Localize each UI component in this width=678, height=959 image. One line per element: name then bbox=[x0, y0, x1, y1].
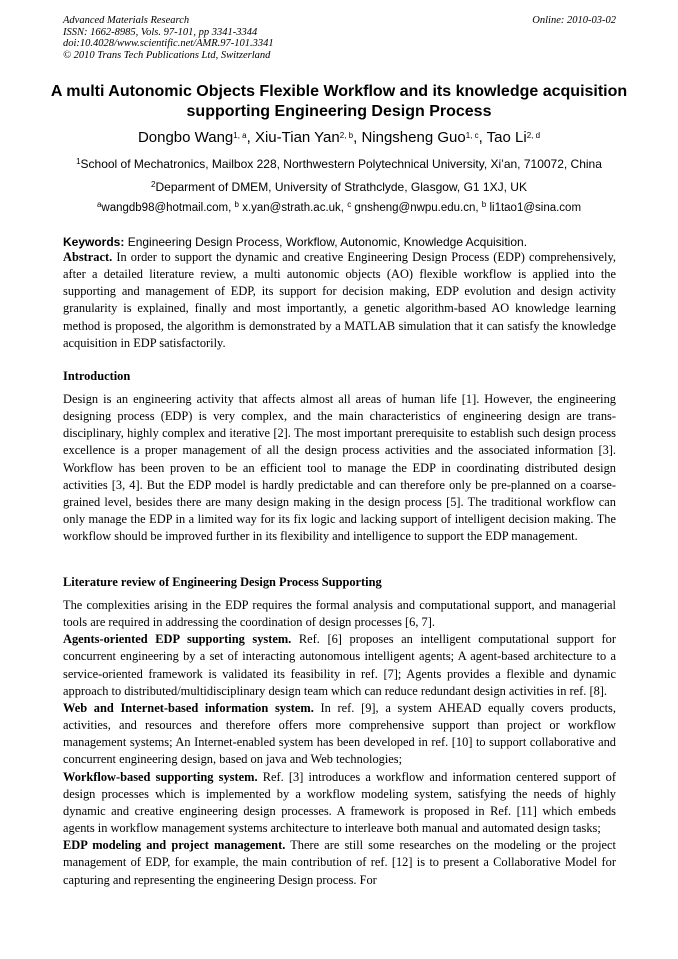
abstract-label: Abstract. bbox=[63, 250, 113, 264]
section-literature-review bbox=[63, 597, 616, 889]
paragraph: Design is an engineering activity that affects almost all areas of human life [1]. However, the engineering designing process (EDP) is very complex, and the main characteristics of engineering design are trans-disciplinary, highly complex and iterative [2]. The most important prerequisite to establish such design process excellence is a proper management of all the design process activities and the associated information [3]. Workflow has been proven to be an efficient tool to manage the EDP in coordinating distributed design activities [3, 4]. But the EDP model is hardly predictable and can therefore only be pre-planned on a coarse-grained level, besides there are many design making in the design process [5]. The traditional workflow can only manage the EDP in a limited way for its fix logic and lacking support of intelligent decision making. The workflow should be improved further in its flexibility and intelligence to support the EDP management. bbox=[63, 392, 616, 544]
paragraph: Agents-oriented EDP supporting system. Ref. [6] proposes an intelligent computational support for concurrent engineering by a set of interacting autonomous intelligent agents; A agent-based architecture to a service-oriented framework is validated its feasibility in ref. [7]; Agents provides a flexible and dynamic approach to distributed/multidisciplinary design team which can reduce redundant design activities in ref. [8]. bbox=[63, 632, 616, 698]
section-heading-introduction: Introduction bbox=[63, 369, 131, 383]
author: Xiu-Tian Yan$^{2, b}$, bbox=[254, 129, 362, 146]
journal-header bbox=[63, 15, 616, 61]
journal-doi: doi:10.4028/www.scientific.net/AMR.97-101.3341 bbox=[63, 38, 274, 50]
section-heading-literature-review: Literature review of Engineering Design Process Supporting bbox=[63, 575, 382, 589]
author-emails bbox=[40, 200, 638, 216]
author: Tao Li$^{2, d}$ bbox=[486, 129, 541, 146]
author: Dongbo Wang$^{1, a}$, bbox=[137, 129, 255, 146]
paper-title: A multi Autonomic Objects Flexible Workflow and its knowledge acquisition supporting Engineering Design Process bbox=[50, 83, 628, 120]
journal-issn: ISSN: 1662-8985, Vols. 97-101, pp 3341-3344 bbox=[63, 26, 258, 38]
section-introduction bbox=[63, 391, 616, 545]
keywords-label: Keywords: bbox=[63, 235, 125, 249]
paragraph: The complexities arising in the EDP requires the formal analysis and computational support, and managerial tools are required in addressing the coordination of design processes [6, 7]. bbox=[63, 598, 616, 630]
affiliation-2: $^2$Deparment of DMEM, University of Strathclyde, Glasgow, G1 1XJ, UK bbox=[151, 180, 527, 194]
paragraph: Web and Internet-based information system. In ref. [9], a system AHEAD equally covers products, activities, and resources and therefore offers more comprehensive support than project or workflow management systems; An Internet-enabled system has been developed in ref. [10] to support collaborative and concurrent engineering design, based on java and Web technologies; bbox=[63, 700, 616, 767]
paragraph: EDP modeling and project management. There are still some researches on the modeling or the project management of EDP, for example, the main contribution of ref. [12] is to present a Collaborative Model for capturing and representing the engineering Design process. For bbox=[63, 838, 616, 887]
abstract bbox=[63, 249, 616, 352]
email: $^c$ gnsheng@nwpu.edu.cn, bbox=[347, 200, 482, 214]
author: Ningsheng Guo$^{1, c}$, bbox=[361, 129, 487, 146]
abstract-text: In order to support the dynamic and creative Engineering Design Process (EDP) comprehensively, after a detailed literature review, a multi autonomic objects (AO) flexible workflow is applied into the supporting and management of EDP, its support for decision making, EDP evolution and design activity granularity is explained, finally and most importantly, a genetic algorithm-based AO knowledge learning method is proposed, the algorithm is demonstrated by a MATLAB simulation that it can satisfy the knowledge acquisition in EDP satisfactorily. bbox=[63, 250, 616, 350]
email: $^a$wangdb98@hotmail.com, bbox=[96, 200, 235, 214]
affiliation-1: $^1$School of Mechatronics, Mailbox 228, Northwestern Polytechnical University, Xi’an, 710072, China bbox=[76, 157, 602, 171]
email: $^b$ x.yan@strath.ac.uk, bbox=[234, 200, 348, 214]
journal-name: Advanced Materials Research bbox=[63, 15, 190, 26]
online-date: Online: 2010-03-02 bbox=[532, 15, 616, 26]
keywords-text: Engineering Design Process, Workflow, Autonomic, Knowledge Acquisition. bbox=[124, 235, 528, 249]
paragraph: Workflow-based supporting system. Ref. [3] introduces a workflow and information centered support of design processes which is implemented by a workflow modeling system, satisfying the needs of highly dynamic and creative engineering design processes. A framework is proposed in Ref. [11] which embeds agents in workflow management systems architecture to interleave both manual and automated design tasks; bbox=[63, 769, 617, 836]
journal-copyright: © 2010 Trans Tech Publications Ltd, Switzerland bbox=[63, 49, 271, 61]
author-list bbox=[40, 128, 638, 148]
keywords bbox=[63, 234, 616, 250]
email: $^b$ li1tao1@sina.com bbox=[481, 200, 582, 214]
